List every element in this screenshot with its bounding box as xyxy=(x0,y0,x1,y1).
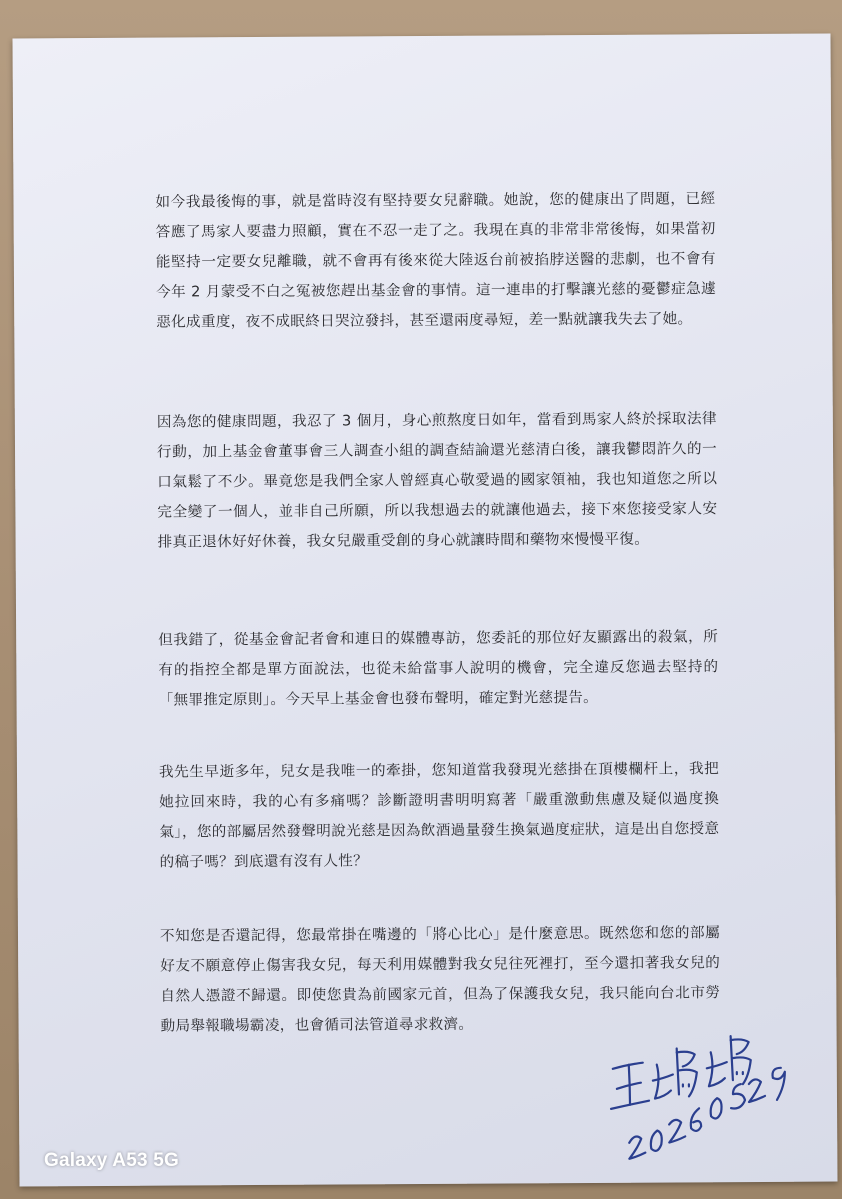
letter-paragraph-3: 但我錯了，從基金會記者會和連日的媒體專訪，您委託的那位好友顯露出的殺氣，所有的指控全都是單方面說法，也從未給當事人說明的機會，完全違反您過去堅持的「無罪推定原則」。今天早上基金會也發布聲明，確定對光慈提告。 xyxy=(158,628,719,709)
letter-paragraph-1: 如今我最後悔的事，就是當時沒有堅持要女兒辭職。她說，您的健康出了問題，已經答應了馬家人要盡力照顧，實在不忍一走了之。我現在真的非常非常後悔，如果當初能堅持一定要女兒離職，就不會再有後來從大陸返台前被掐脖送醫的悲劇，也不會有今年 2 月蒙受不白之冤被您趕出基金會的事情。這一連串的打擊讓光慈的憂鬱症急遽惡化成重度，夜不成眠終日哭泣發抖，甚至還兩度尋短，差一點就讓我失去了她。 xyxy=(155,190,717,331)
letter-paragraph-2: 因為您的健康問題，我忍了 3 個月，身心煎熬度日如年，當看到馬家人終於採取法律行動，加上基金會董事會三人調查小組的調查結論還光慈清白後，讓我鬱悶許久的一口氣鬆了不少。畢竟您是我們全家人曾經真心敬愛過的國家領袖，我也知道您之所以完全變了一個人，並非自己所願，所以我想過去的就讓他過去，接下來您接受家人安排真正退休好好休養，我女兒嚴重受創的身心就讓時間和藥物來慢慢平復。 xyxy=(156,410,718,551)
letter-paper xyxy=(13,34,838,1187)
letter-paragraph-5: 不知您是否還記得，您最常掛在嘴邊的「將心比心」是什麼意思。既然您和您的部屬好友不願意停止傷害我女兒，每天利用媒體對我女兒往死裡打，至今還扣著我女兒的自然人憑證不歸還。即使您貴為前國家元首，但為了保護我女兒，我只能向台北市勞動局舉報職場霸凌，也會循司法管道尋求救濟。 xyxy=(159,924,721,1035)
letter-paragraph-4: 我先生早逝多年，兒女是我唯一的牽掛，您知道當我發現光慈掛在頂樓欄杆上，我把她拉回來時，我的心有多痛嗎？診斷證明書明明寫著「嚴重激動焦慮及疑似過度換氣」，您的部屬居然發聲明說光慈是因為飲酒過量發生換氣過度症狀，這是出自您授意的稿子嗎？到底還有沒有人性？ xyxy=(158,760,720,871)
camera-watermark: Galaxy A53 5G xyxy=(44,1150,179,1171)
handwritten-signature xyxy=(599,1024,800,1185)
